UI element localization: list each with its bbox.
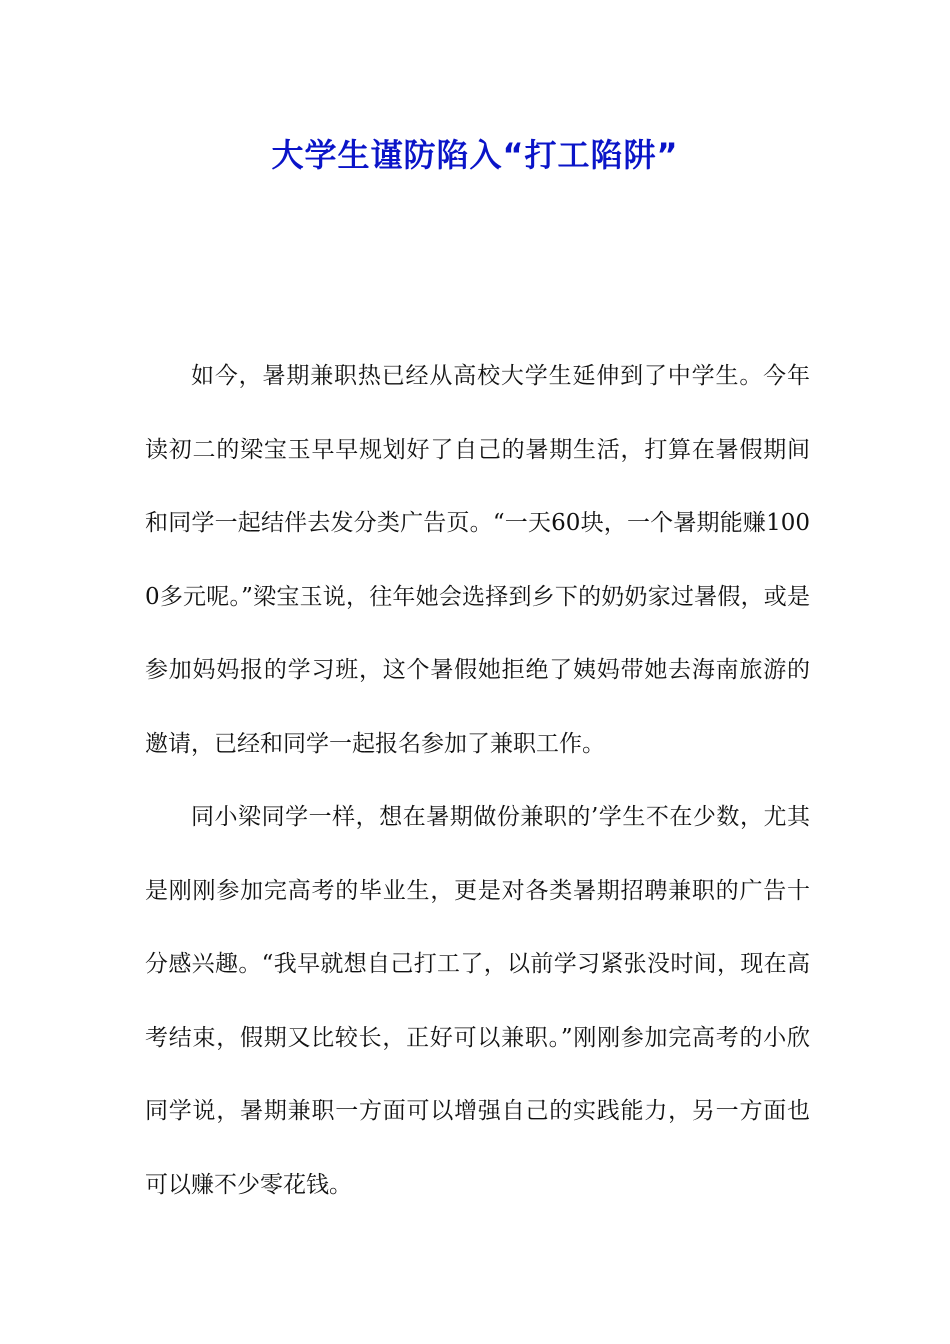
document-body bbox=[145, 340, 810, 1222]
document-title: 大学生谨防陷入“打工陷阱” bbox=[271, 136, 679, 174]
paragraph-2: 同小梁同学一样，想在暑期做份兼职的’学生不在少数，尤其是刚刚参加完高考的毕业生，更是对各类暑期招聘兼职的广告十分感兴趣。“我早就想自己打工了，以前学习紧张没时间，现在高考结束，假期又比较长，正好可以兼职。”刚刚参加完高考的小欣同学说，暑期兼职一方面可以增强自己的实践能力，另一方面也可以赚不少零花钱。 bbox=[145, 804, 810, 1198]
paragraph-1: 如今，暑期兼职热已经从高校大学生延伸到了中学生。今年读初二的梁宝玉早早规划好了自己的暑期生活，打算在暑假期间和同学一起结伴去发分类广告页。“一天60块，一个暑期能赚1000多元呢。”梁宝玉说，往年她会选择到乡下的奶奶家过暑假，或是参加妈妈报的学习班，这个暑假她拒绝了姨妈带她去海南旅游的邀请，已经和同学一起报名参加了兼职工作。 bbox=[145, 363, 810, 757]
